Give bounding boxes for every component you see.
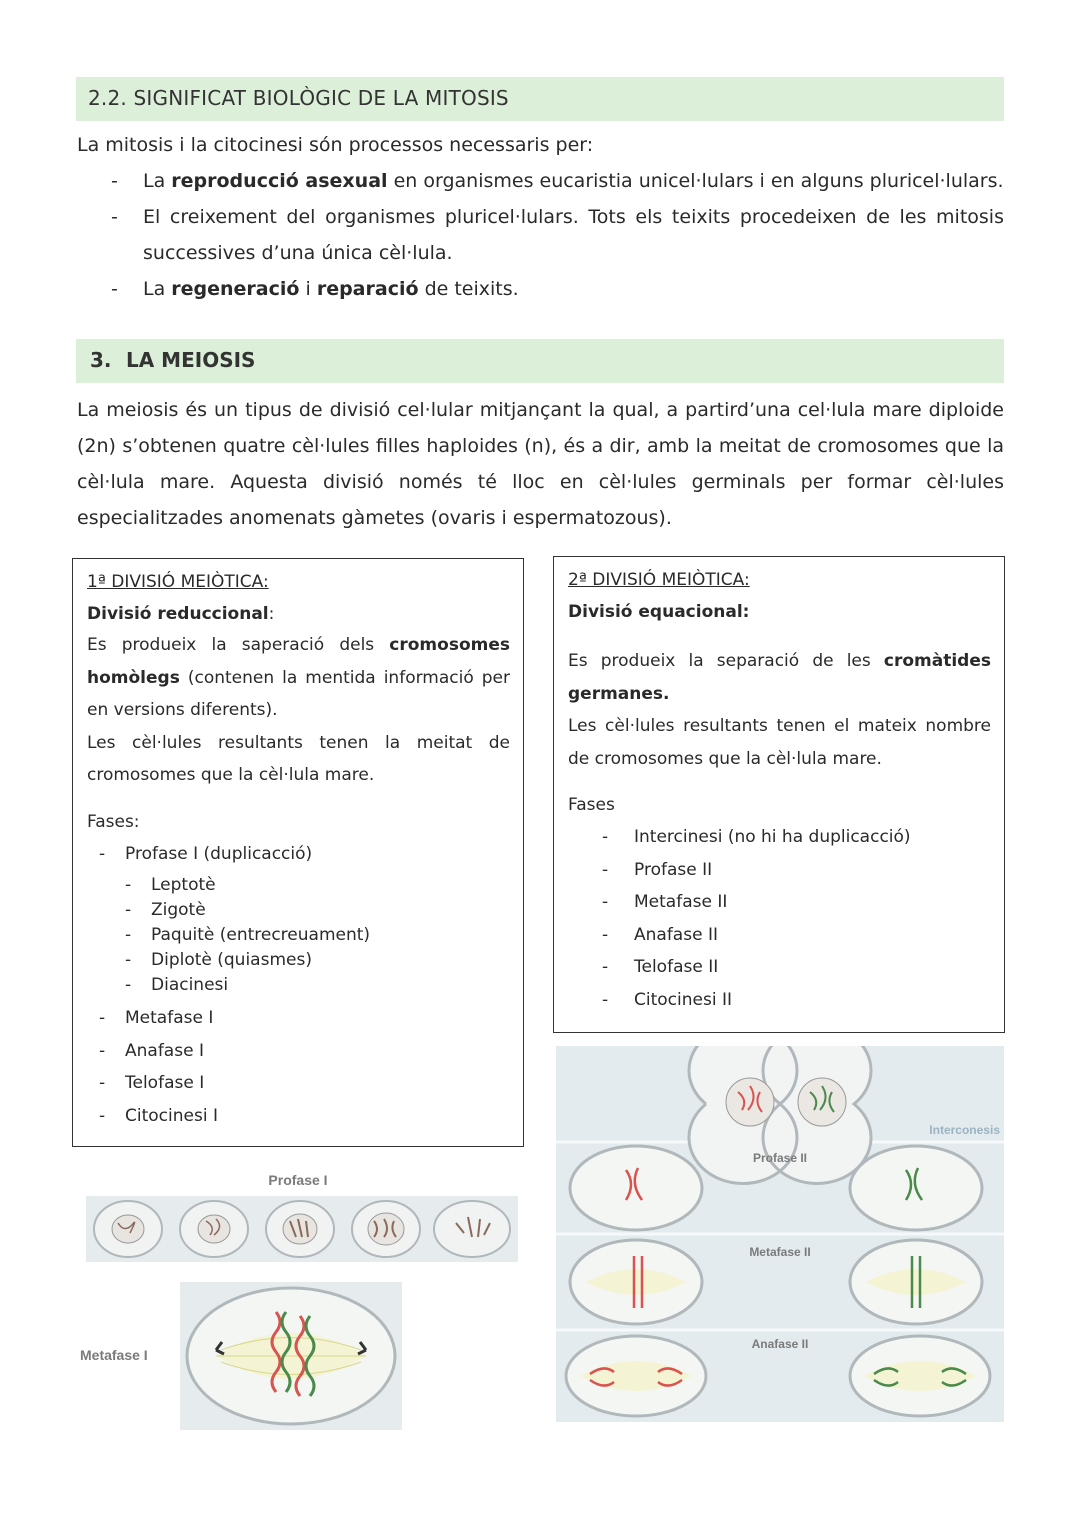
box-description-2: Les cèl·lules resultants tenen la meitat de cromosomes que la cèl·lula mare. <box>87 732 510 785</box>
list-item: - Citocinesi I <box>87 1100 510 1133</box>
list-item: - La reproducció asexual en organismes eucaristia unicel·lulars i en alguns pluricel·lulars. <box>77 163 1004 199</box>
first-division-box <box>72 558 524 1147</box>
section-heading-3 <box>76 339 1004 383</box>
section-title: 2.2. SIGNIFICAT BIOLÒGIC DE LA MITOSIS <box>88 86 509 110</box>
list-item: - Profase II <box>568 854 991 887</box>
list-item: - Anafase II <box>568 919 991 952</box>
list-item: - Profase I (duplicacció) <box>87 838 510 871</box>
box-description-2: Les cèl·lules resultants tenen el mateix nombre de cromosomes que la cèl·lula mare. <box>568 716 991 769</box>
list-item: - La regeneració i reparació de teixits. <box>77 271 1004 307</box>
metaphase-ii-label: Metafase II <box>749 1245 811 1259</box>
subphases-list <box>87 873 510 998</box>
list-item: - Paquitè (entrecreuament) <box>87 923 510 948</box>
list-item: - Diacinesi <box>87 973 510 998</box>
box-subtitle: Divisió reduccional: <box>87 604 275 624</box>
intro-paragraph: La mitosis i la citocinesi són processos necessaris per: <box>77 134 594 156</box>
section-title: LA MEIOSIS <box>126 348 256 372</box>
second-division-box <box>553 556 1005 1033</box>
metaphase-i-label: Metafase I <box>80 1347 148 1363</box>
meiosis-paragraph: La meiosis és un tipus de divisió cel·lular mitjançant la qual, a partird’una cel·lula mare diploide (2n) s’obtenen quatre cèl·lules filles haploides (n), és a dir, amb la meitat de cromosomes que la cèl·lula mare. Aquesta divisió només té lloc en cèl·lules germinals per formar cèl·lules especialitzades anomenats gàmetes (ovaris i espermatozous). <box>77 399 1004 529</box>
meiosis-i-figure <box>76 1160 522 1440</box>
metaphase-i-cell <box>180 1282 402 1430</box>
list-item: - Telofase I <box>87 1067 510 1100</box>
anaphase-ii-label: Anafase II <box>751 1337 809 1351</box>
phases-label: Fases: <box>87 811 140 832</box>
box-title: 1ª DIVISIÓ MEIÒTICA: <box>87 572 269 592</box>
list-item: - El creixement del organismes pluricel·lulars. Tots els teixits procedeixen de les mitosis successives d’una única cèl·lula. <box>77 199 1004 271</box>
list-item: - Diplotè (quiasmes) <box>87 948 510 973</box>
list-item: - Citocinesi II <box>568 984 991 1017</box>
list-item: - Anafase I <box>87 1035 510 1068</box>
list-item: - Zigotè <box>87 898 510 923</box>
phases-label: Fases <box>568 795 615 815</box>
list-item: - Metafase II <box>568 886 991 919</box>
prophase-ii-label: Profase II <box>752 1151 808 1165</box>
box-title: 2ª DIVISIÓ MEIÒTICA: <box>568 570 750 590</box>
interkinesis-label: Interconesis <box>929 1123 1000 1137</box>
mitosis-uses-list <box>77 163 1004 307</box>
phases-list <box>568 821 991 1016</box>
box-description: Es produeix la saperació dels cromosomes homòlegs (contenen la mentida informació per en versions diferents). <box>87 635 510 720</box>
meiosis-ii-figure <box>556 1046 1004 1422</box>
list-item: - Intercinesi (no hi ha duplicacció) <box>568 821 991 854</box>
section-heading-2-2 <box>76 77 1004 121</box>
box-description: Es produeix la separació de les cromàtides germanes. <box>568 651 991 704</box>
prophase-cells <box>86 1196 518 1262</box>
box-subtitle: Divisió equacional: <box>568 602 750 622</box>
list-item: - Telofase II <box>568 951 991 984</box>
phases-list <box>87 1002 510 1132</box>
phases-list <box>87 838 510 871</box>
list-item: - Leptotè <box>87 873 510 898</box>
section-number: 3. <box>90 348 112 372</box>
prophase-i-label: Profase I <box>268 1172 328 1188</box>
list-item: - Metafase I <box>87 1002 510 1035</box>
